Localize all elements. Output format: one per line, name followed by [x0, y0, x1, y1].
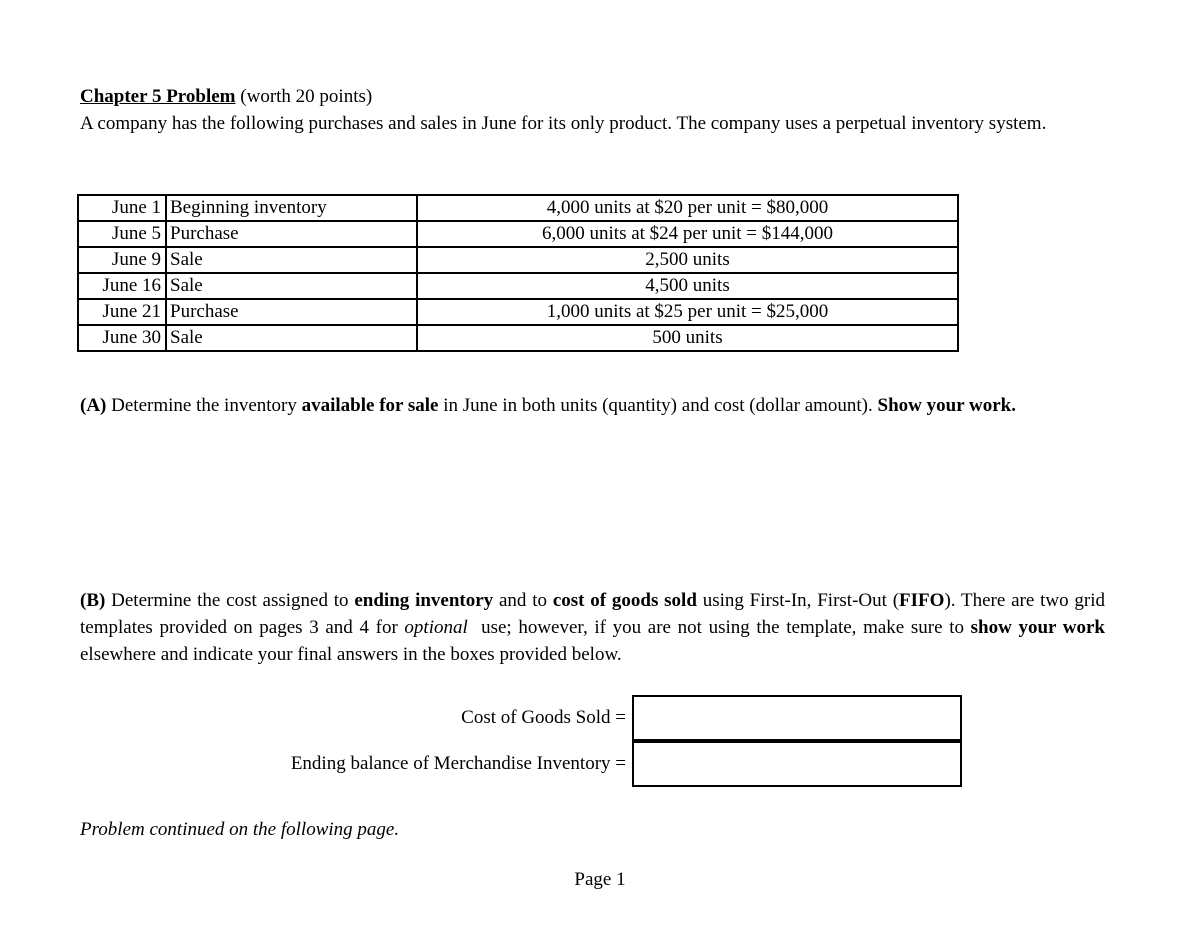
- part-a-text-1: Determine the inventory: [106, 395, 302, 416]
- ending-inventory-label: Ending balance of Merchandise Inventory =: [290, 753, 626, 774]
- event-detail: 500 units: [417, 325, 958, 351]
- part-b-italic-1: optional: [404, 617, 468, 638]
- part-b-label: (B): [80, 590, 106, 611]
- part-b-bold-4: show your work: [970, 617, 1105, 638]
- cogs-label: Cost of Goods Sold =: [461, 707, 626, 728]
- part-a-bold-2: Show your work.: [877, 395, 1016, 416]
- table-row: [78, 195, 958, 221]
- continued-note: Problem continued on the following page.: [80, 819, 400, 840]
- part-b-text-2: and to: [493, 590, 553, 611]
- page-number: Page 1: [574, 869, 626, 890]
- part-a-question: [80, 392, 1105, 419]
- table-row: [78, 247, 958, 273]
- table-row: [78, 299, 958, 325]
- part-b-bold-1: ending inventory: [354, 590, 494, 611]
- table-row: [78, 221, 958, 247]
- event-date: June 30: [78, 325, 166, 351]
- cogs-answer-box[interactable]: [632, 695, 962, 741]
- problem-heading: [80, 84, 1108, 110]
- event-date: June 9: [78, 247, 166, 273]
- event-date: June 16: [78, 273, 166, 299]
- event-detail: 1,000 units at $25 per unit = $25,000: [417, 299, 958, 325]
- problem-points: (worth 20 points): [240, 86, 373, 107]
- event-description: Beginning inventory: [166, 195, 417, 221]
- event-detail: 2,500 units: [417, 247, 958, 273]
- ending-inventory-answer-box[interactable]: [632, 741, 962, 787]
- problem-title: Chapter 5 Problem: [80, 86, 236, 107]
- part-a-bold-1: available for sale: [301, 395, 439, 416]
- event-description: Purchase: [166, 299, 417, 325]
- part-b-bold-3: FIFO: [899, 590, 945, 611]
- part-a-label: (A): [80, 395, 107, 416]
- part-b-question: [80, 587, 1105, 668]
- event-description: Sale: [166, 325, 417, 351]
- event-date: June 5: [78, 221, 166, 247]
- part-b-text-1: Determine the cost assigned to: [105, 590, 355, 611]
- event-description: Sale: [166, 247, 417, 273]
- part-b-bold-2: cost of goods sold: [552, 590, 697, 611]
- event-description: Sale: [166, 273, 417, 299]
- part-b-text-3: using First-In, First-Out (: [696, 590, 900, 611]
- problem-intro: A company has the following purchases and sales in June for its only product. The company uses a perpetual inventory system.: [80, 113, 1047, 134]
- table-row: [78, 273, 958, 299]
- event-detail: 4,000 units at $20 per unit = $80,000: [417, 195, 958, 221]
- event-detail: 4,500 units: [417, 273, 958, 299]
- cogs-answer-row: [461, 696, 962, 740]
- event-date: June 1: [78, 195, 166, 221]
- document-page: [80, 84, 1108, 890]
- event-description: Purchase: [166, 221, 417, 247]
- part-b-text-4: ). There are two grid templates provided on pages 3 and 4 for: [80, 590, 1105, 638]
- table-row: [78, 325, 958, 351]
- ending-inventory-answer-row: [291, 742, 962, 786]
- event-date: June 21: [78, 299, 166, 325]
- inventory-events-table: [77, 194, 959, 352]
- part-a-text-2: in June in both units (quantity) and cost (dollar amount).: [438, 395, 878, 416]
- part-b-text-5: use; however, if you are not using the template, make sure to: [467, 617, 971, 638]
- event-detail: 6,000 units at $24 per unit = $144,000: [417, 221, 958, 247]
- part-b-text-6: elsewhere and indicate your final answers in the boxes provided below.: [80, 644, 622, 665]
